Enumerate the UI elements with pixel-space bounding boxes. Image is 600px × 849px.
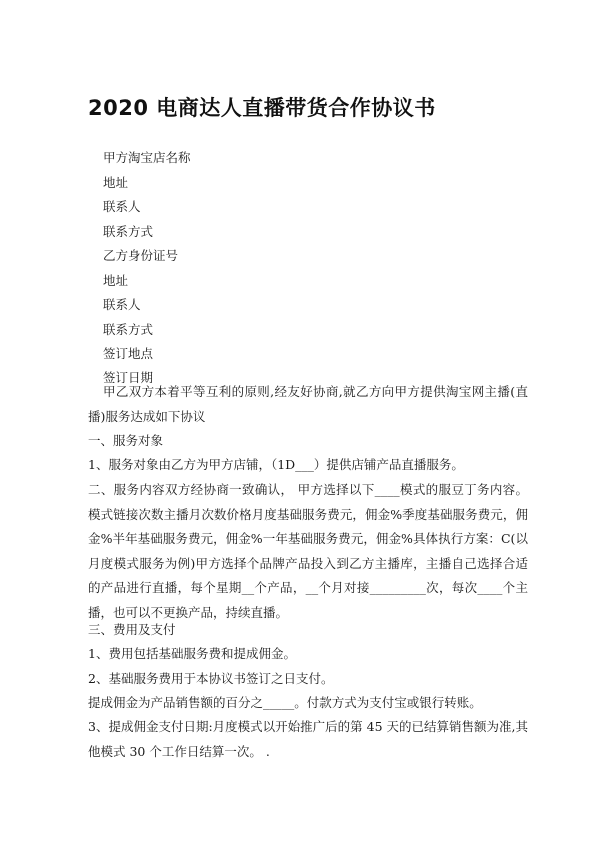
field-party-b-contact-method: 联系方式: [103, 322, 154, 337]
field-signing-date: 签订日期: [103, 370, 154, 385]
section-1-item-1: 1、服务对象由乙方为甲方店铺，（1D___）提供店铺产品直播服务。: [88, 457, 464, 472]
preamble-paragraph: 甲乙双方本着平等互利的原则,经友好协商,就乙方向甲方提供淘宝网主播(直播)服务达成如下协议: [88, 384, 528, 424]
field-party-a-address: 地址: [103, 175, 129, 190]
section-1-heading: 一、服务对象: [88, 433, 164, 448]
field-party-a-contact: 联系人: [103, 199, 141, 214]
document-title: 2020 电商达人直播带货合作协议书: [88, 96, 436, 120]
section-3-item-1: 1、费用包括基础服务费和提成佣金。: [88, 646, 296, 661]
field-signing-place: 签订地点: [103, 346, 154, 361]
field-party-b-address: 地址: [103, 273, 129, 288]
field-party-a-shop-name: 甲方淘宝店名称: [103, 150, 191, 165]
field-party-b-contact: 联系人: [103, 297, 141, 312]
field-party-b-id-number: 乙方身份证号: [103, 248, 179, 263]
section-3-item-2: 2、基础服务费用于本协议书签订之日支付。: [88, 671, 334, 686]
section-3-heading: 三、费用及支付: [88, 622, 176, 637]
section-2-paragraph: 二、服务内容双方经协商一致确认， 甲方选择以下____模式的服豆丁务内容。模式链接次数主播月次数价格月度基础服务费元，佣金%季度基础服务费元，佣金%半年基础服务费元，佣金%一年基础服务费元，佣金%具体执行方案：C(以月度模式服务为例)甲方选择个品牌产品投入到乙方主播库，主播自己选择合适的产品进行直播，每个星期__个产品，__个月对接_________次，每次____个主播，也可以不更换产品，持续直播。: [88, 482, 528, 620]
section-3-item-2-commission: 提成佣金为产品销售额的百分之_____。付款方式为支付宝或银行转账。: [88, 695, 482, 710]
field-party-a-contact-method: 联系方式: [103, 224, 154, 239]
section-3-item-3: 3、提成佣金支付日期:月度模式以开始推广后的第 45 天的已结算销售额为准,其他模式 30 个工作日结算一次。 .: [88, 719, 528, 759]
